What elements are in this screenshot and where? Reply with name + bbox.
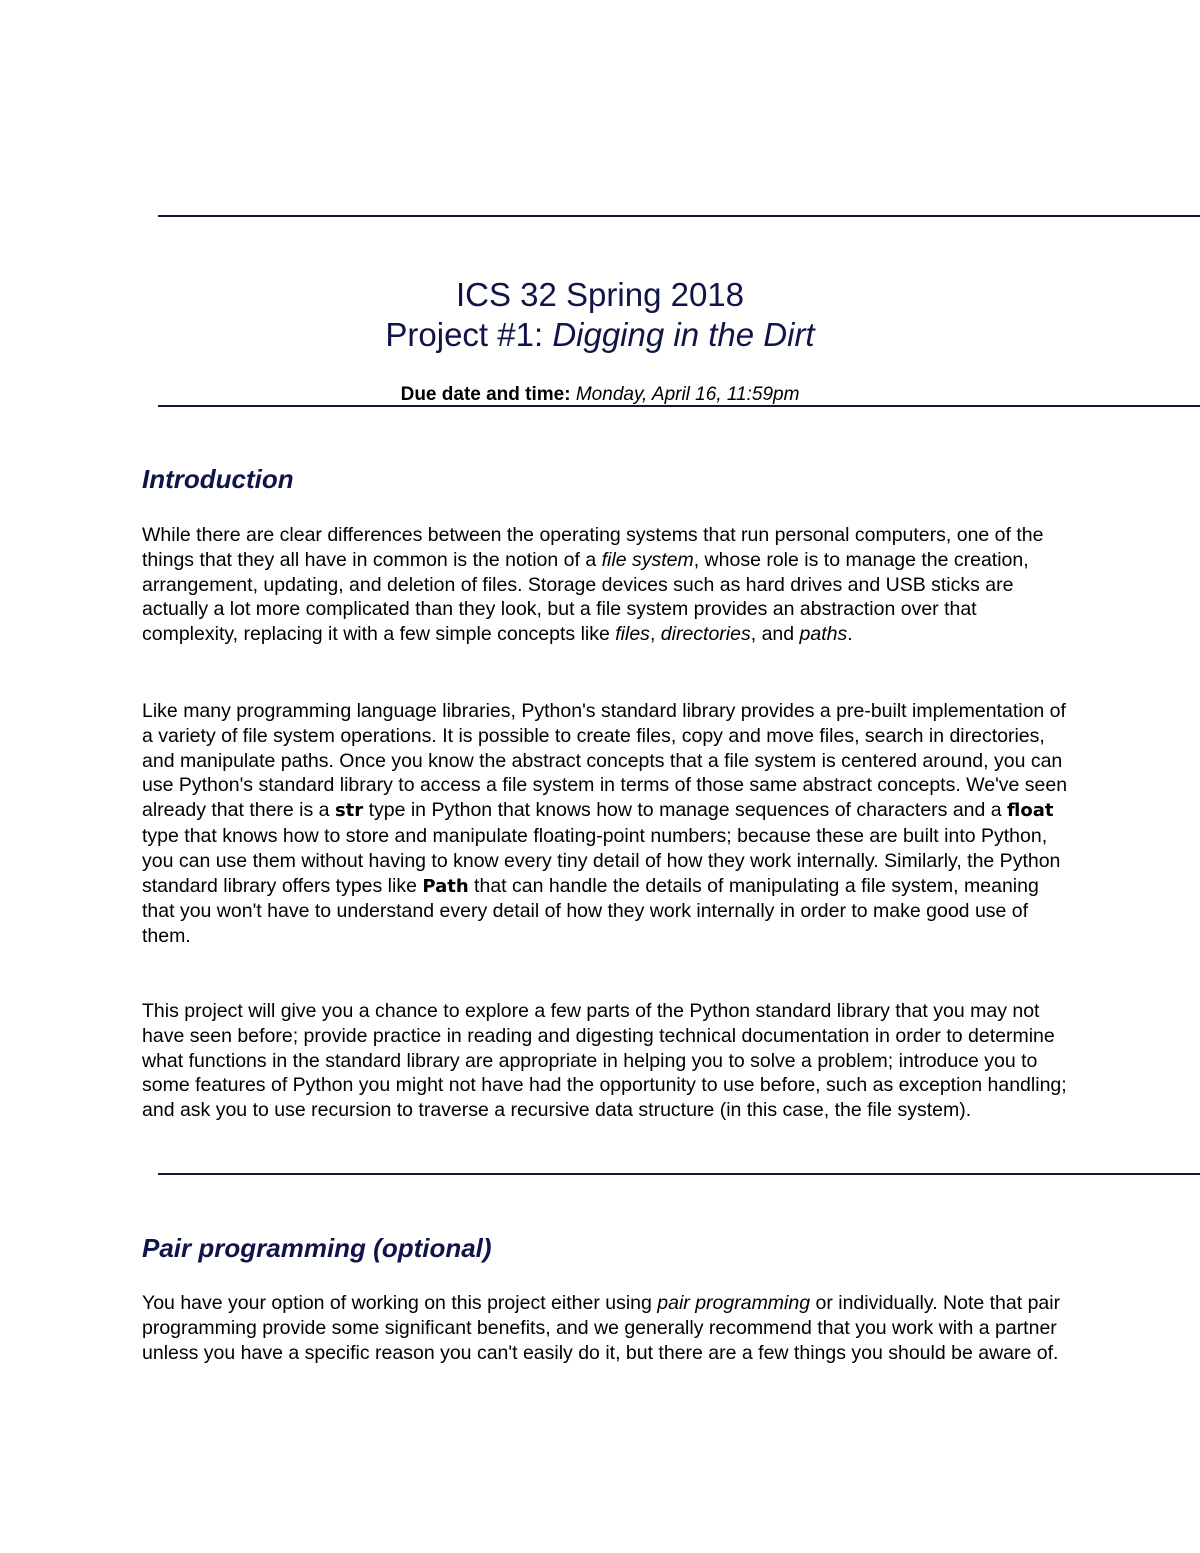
due-value: Monday, April 16, 11:59pm [575,384,800,405]
pair-programming-paragraph [142,1291,1072,1365]
emphasis-directories: directories [660,623,751,646]
text-run: . [847,623,853,646]
text-run: that can handle the details of manipulating a file system, meaning that you won't have to understand every detail of how they work internally in order to make good use of them. [142,874,1039,948]
text-run: , and [750,623,800,646]
top-divider [158,215,1200,217]
project-name: Digging in the Dirt [552,316,815,353]
text-run: You have your option of working on this project either using [142,1292,658,1314]
code-float: float [1007,800,1054,822]
due-date [0,383,1200,407]
text-run: , whose role is to manage the creation, arrangement, updating, and deletion of files. Storage devices such as hard drives and USB sticks are actually a lot more complicated than they look, but a file system provides an abstraction over that complexity, replacing it with a few simple concepts like [142,548,1029,646]
introduction-paragraph-2 [142,699,1072,949]
title-block [0,275,1200,355]
emphasis-paths: paths [799,623,848,646]
introduction-heading: Introduction [142,464,294,494]
text-run: type that knows how to store and manipulate floating-point numbers; because these are built into Python, you can use them without having to know every tiny detail of how they work internally. Similarly, the Python standard library offers types like [142,824,1061,897]
text-run: While there are clear differences between the operating systems that run personal computers, one of the things that they all have in common is the notion of a [142,524,1044,571]
due-label: Due date and time: [400,384,571,405]
emphasis-pair-programming: pair programming [657,1292,811,1314]
course-title: ICS 32 Spring 2018 [455,276,745,313]
project-prefix: Project #1: [385,316,553,353]
text-run: or individually. Note that pair programming provide some significant benefits, and we generally recommend that you work with a partner unless you have a specific reason you can't easily do it, but there are a few things you should be aware of. [142,1292,1061,1364]
text-run: , [649,623,661,646]
emphasis-files: files [615,623,650,646]
section-divider [158,1173,1200,1175]
introduction-paragraph-1 [142,523,1072,647]
text-run: type in Python that knows how to manage sequences of characters and a [363,799,1008,822]
introduction-paragraph-3: This project will give you a chance to explore a few parts of the Python standard library that you may not have seen before; provide practice in reading and digesting technical documentation in order to determine what functions in the standard library are appropriate in helping you to solve a problem; introduce you to some features of Python you might not have had the opportunity to use before, such as exception handling; and ask you to use recursion to traverse a recursive data structure (in this case, the file system). [142,1000,1067,1122]
text-run: Like many programming language libraries, Python's standard library provides a pre-built implementation of a variety of file system operations. It is possible to create files, copy and move files, search in directories, and manipulate paths. Once you know the abstract concepts that a file system is centered around, you can use Python's standard library to access a file system in terms of those same abstract concepts. We've seen already that there is a [142,700,1068,822]
project-title [0,315,1200,355]
code-str: str [334,800,364,822]
pair-programming-heading: Pair programming (optional) [142,1233,492,1263]
code-path: Path [422,875,469,897]
header-divider [158,405,1200,407]
emphasis-file-system: file system [601,548,694,571]
